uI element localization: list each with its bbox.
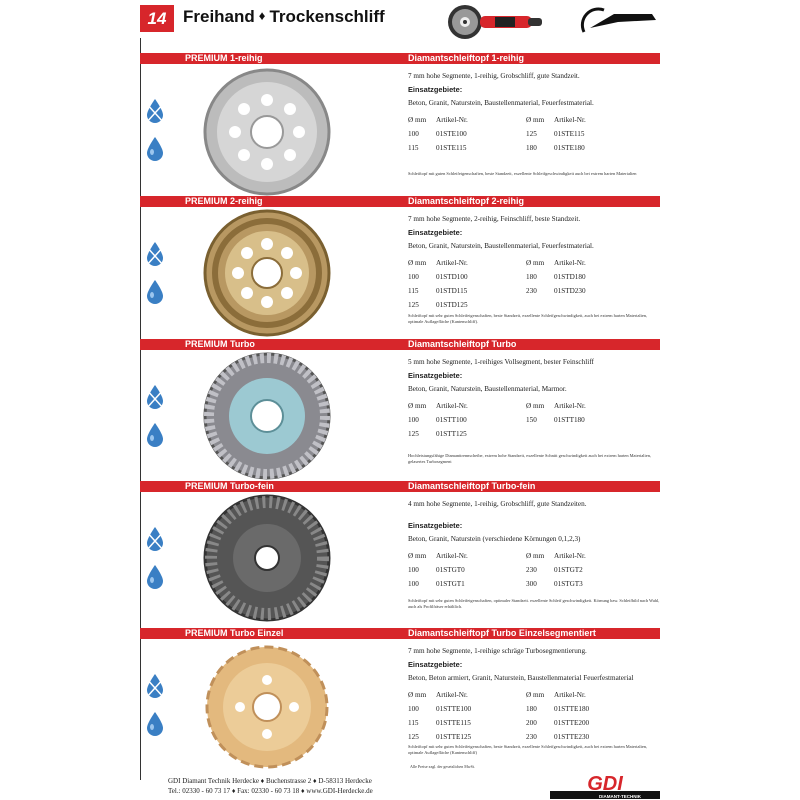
table-cell: 01STTE200 [554, 719, 590, 727]
table-cell: 100 [408, 566, 419, 574]
table-cell: 150 [526, 416, 537, 424]
materials: Beton, Granit, Naturstein (verschiedene Körnungen 0,1,2,3) [408, 535, 581, 543]
price-note: Alle Preise zzgl. der gesetzlichen MwSt. [410, 764, 475, 769]
table-cell: 01STTE230 [554, 733, 590, 741]
product-note: Hochleistungsfähige Diamanttrennscheibe, extrem hohe Standzeit, exzellente Schnitt geschwindigkeit auch bei extrem harten Materialien, gelasertes Turbosegment [408, 453, 651, 465]
crossed-water-drop-icon [144, 383, 166, 411]
table-cell: 01STD115 [436, 287, 468, 295]
water-drop-icons [144, 672, 166, 748]
table-cell [526, 300, 554, 311]
section-right-label: Diamantschleiftopf 2-reihig [408, 196, 525, 206]
table-cell: 01STGT3 [554, 580, 583, 588]
logo-text: GDI [587, 773, 623, 795]
table-cell: 01STE100 [436, 130, 467, 138]
table-cell: 01STD180 [554, 273, 586, 281]
article-table [408, 551, 658, 590]
page-number: 14 [140, 5, 174, 32]
table-cell: 230 [526, 733, 537, 741]
product-description: 7 mm hohe Segmente, 1-reihige schräge Turbosegmentierung. [408, 647, 587, 655]
col-diameter: Ø mm [408, 552, 427, 560]
einsatz-heading: Einsatzgebiete: [408, 371, 463, 380]
col-article: Artikel-Nr. [554, 552, 586, 560]
table-cell: 125 [526, 130, 537, 138]
article-table [408, 690, 658, 743]
table-cell: 230 [526, 287, 537, 295]
table-cell: 230 [526, 566, 537, 574]
product-section-turbo-einzel [140, 628, 660, 768]
table-cell: 200 [526, 719, 537, 727]
col-article: Artikel-Nr. [436, 116, 468, 124]
section-text [408, 71, 658, 154]
table-cell: 125 [408, 430, 419, 438]
col-article: Artikel-Nr. [436, 402, 468, 410]
title-right: Trockenschliff [269, 7, 385, 26]
footer-line-1: GDI Diamant Technik Herdecke ♦ Buchenstrasse 2 ♦ D-58313 Herdecke [168, 777, 372, 785]
water-drop-icon [144, 135, 166, 163]
table-cell [554, 300, 644, 311]
product-description: 7 mm hohe Segmente, 1-reihig, Grobschliff, gute Standzeit. [408, 72, 580, 80]
table-cell: 180 [526, 144, 537, 152]
product-section-2reihig [140, 196, 660, 336]
diamond-cup-wheel-turbo-photo [202, 351, 332, 481]
gdi-logo [550, 773, 660, 799]
diamond-cup-wheel-1reihig-photo [202, 67, 332, 197]
crossed-water-drop-icon [144, 525, 166, 553]
table-cell: 01STD230 [554, 287, 586, 295]
materials: Beton, Beton armiert, Granit, Naturstein, Baustellenmaterial Feuerfestmaterial [408, 674, 634, 682]
table-cell: 01STTE100 [436, 705, 472, 713]
water-drop-icon [144, 563, 166, 591]
table-cell: 01STTE125 [436, 733, 472, 741]
section-text [408, 646, 658, 743]
table-cell: 01STGT1 [436, 580, 465, 588]
table-cell: 01STGT0 [436, 566, 465, 574]
article-table [408, 258, 658, 311]
crossed-water-drop-icon [144, 240, 166, 268]
section-left-label: PREMIUM Turbo [185, 339, 255, 349]
einsatz-heading: Einsatzgebiete: [408, 660, 463, 669]
table-cell: 115 [408, 144, 419, 152]
table-cell: 115 [408, 719, 419, 727]
table-cell: 180 [526, 273, 537, 281]
table-cell: 01STE115 [436, 144, 467, 152]
col-diameter: Ø mm [408, 691, 427, 699]
table-cell: 01STGT2 [554, 566, 583, 574]
section-left-label: PREMIUM 2-reihig [185, 196, 263, 206]
col-article: Artikel-Nr. [436, 259, 468, 267]
logo-subtext: DIAMANT-TECHNIK [599, 794, 641, 799]
section-header-bar [140, 339, 660, 350]
col-article: Artikel-Nr. [554, 402, 586, 410]
section-right-label: Diamantschleiftopf 1-reihig [408, 53, 525, 63]
table-cell: 01STT125 [436, 430, 467, 438]
section-right-label: Diamantschleiftopf Turbo-fein [408, 481, 536, 491]
water-drop-icon [144, 710, 166, 738]
table-cell: 100 [408, 705, 419, 713]
water-drop-icons [144, 525, 166, 601]
product-description: 7 mm hohe Segmente, 2-reihig, Feinschliff, beste Standzeit. [408, 215, 581, 223]
col-article: Artikel-Nr. [554, 116, 586, 124]
footer-line-2: Tel.: 02330 - 60 73 17 ♦ Fax: 02330 - 60 73 18 ♦ www.GDI-Herdecke.de [168, 787, 373, 795]
section-header-bar [140, 628, 660, 639]
product-section-turbo-fein [140, 481, 660, 621]
table-cell: 300 [526, 580, 537, 588]
product-note: Schleiftopf mit sehr guten Schleifeigenschaften, beste Standzeit, exzellente Schleifgeschwindigkeit, auch bei extrem harten Materialien, optimale Auflagefläche (Kantenschliff). [408, 313, 648, 325]
table-cell: 115 [408, 287, 419, 295]
table-cell: 01STTE115 [436, 719, 471, 727]
einsatz-heading: Einsatzgebiete: [408, 521, 463, 530]
einsatz-heading: Einsatzgebiete: [408, 85, 463, 94]
diamond-cup-wheel-turbo-fein-photo [202, 493, 332, 623]
col-diameter: Ø mm [526, 402, 545, 410]
section-left-label: PREMIUM 1-reihig [185, 53, 263, 63]
einsatz-heading: Einsatzgebiete: [408, 228, 463, 237]
materials: Beton, Granit, Naturstein, Baustellenmaterial, Marmor. [408, 385, 567, 393]
product-note: Schleiftopf mit sehr guten Schleifeigenschaften, optimaler Standzeit. exzellente Schleif geschwindigkeit. Körnung bzw. Schleifbild nach Wahl, auch als Profilfräser erhältlich. [408, 598, 660, 610]
section-text [408, 214, 658, 311]
product-description: 5 mm hohe Segmente, 1-reihiges Vollsegment, bester Feinschliff [408, 358, 594, 366]
col-diameter: Ø mm [408, 402, 427, 410]
col-diameter: Ø mm [408, 116, 427, 124]
materials: Beton, Granit, Naturstein, Baustellenmaterial, Feuerfestmaterial. [408, 242, 594, 250]
page-title [183, 7, 385, 27]
col-diameter: Ø mm [526, 116, 545, 124]
table-cell: 125 [408, 301, 419, 309]
table-cell: 01STE180 [554, 144, 585, 152]
diamond-cup-wheel-turbo-einzel-photo [202, 642, 332, 772]
article-table [408, 401, 658, 440]
col-article: Artikel-Nr. [554, 691, 586, 699]
table-cell: 180 [526, 705, 537, 713]
col-diameter: Ø mm [526, 552, 545, 560]
section-text [408, 499, 658, 590]
water-drop-icons [144, 383, 166, 459]
diamond-cup-wheel-2reihig-photo [202, 208, 332, 338]
product-description: 4 mm hohe Segmente, 1-reihig, Grobschliff, gute Standzeiten. [408, 500, 587, 508]
water-drop-icon [144, 278, 166, 306]
section-right-label: Diamantschleiftopf Turbo [408, 339, 517, 349]
section-header-bar [140, 196, 660, 207]
section-header-bar [140, 53, 660, 64]
water-drop-icons [144, 240, 166, 316]
grinder-pictogram-icon [578, 4, 658, 36]
col-diameter: Ø mm [408, 259, 427, 267]
footer-address [168, 776, 373, 796]
table-cell: 01STD125 [436, 301, 468, 309]
table-cell [554, 429, 644, 440]
table-cell: 100 [408, 130, 419, 138]
table-cell: 100 [408, 273, 419, 281]
table-cell [526, 429, 554, 440]
crossed-water-drop-icon [144, 672, 166, 700]
table-cell: 01STE115 [554, 130, 585, 138]
product-note: Schleiftopf mit guten Schleifeigenschaften, beste Standzeit, exzellente Schleifgeschwindigkeit auch bei extrem harten Materialien [408, 171, 637, 176]
product-section-turbo [140, 339, 660, 479]
col-diameter: Ø mm [526, 259, 545, 267]
table-cell: 01STTE180 [554, 705, 590, 713]
table-cell: 01STD100 [436, 273, 468, 281]
section-right-label: Diamantschleiftopf Turbo Einzelsegmentiert [408, 628, 596, 638]
section-header-bar [140, 481, 660, 492]
table-cell: 01STT180 [554, 416, 585, 424]
product-note: Schleiftopf mit sehr guten Schleifeigenschaften, beste Standzeit, exzellente Schleifgeschwindigkeit, auch bei extrem harten Materialien, optimale Auflagefläche (Kantenschliff) [408, 744, 648, 756]
water-drop-icon [144, 421, 166, 449]
materials: Beton, Granit, Naturstein, Baustellenmaterial, Feuerfestmaterial. [408, 99, 594, 107]
title-separator: ♦ [258, 8, 266, 23]
product-section-1reihig [140, 53, 660, 193]
title-left: Freihand [183, 7, 255, 26]
col-diameter: Ø mm [526, 691, 545, 699]
table-cell: 100 [408, 580, 419, 588]
crossed-water-drop-icon [144, 97, 166, 125]
article-table [408, 115, 658, 154]
angle-grinder-photo [435, 2, 545, 42]
table-cell: 100 [408, 416, 419, 424]
section-left-label: PREMIUM Turbo Einzel [185, 628, 284, 638]
table-cell: 125 [408, 733, 419, 741]
col-article: Artikel-Nr. [436, 691, 468, 699]
table-cell: 01STT100 [436, 416, 467, 424]
col-article: Artikel-Nr. [436, 552, 468, 560]
water-drop-icons [144, 97, 166, 173]
section-left-label: PREMIUM Turbo-fein [185, 481, 274, 491]
section-text [408, 357, 658, 440]
col-article: Artikel-Nr. [554, 259, 586, 267]
